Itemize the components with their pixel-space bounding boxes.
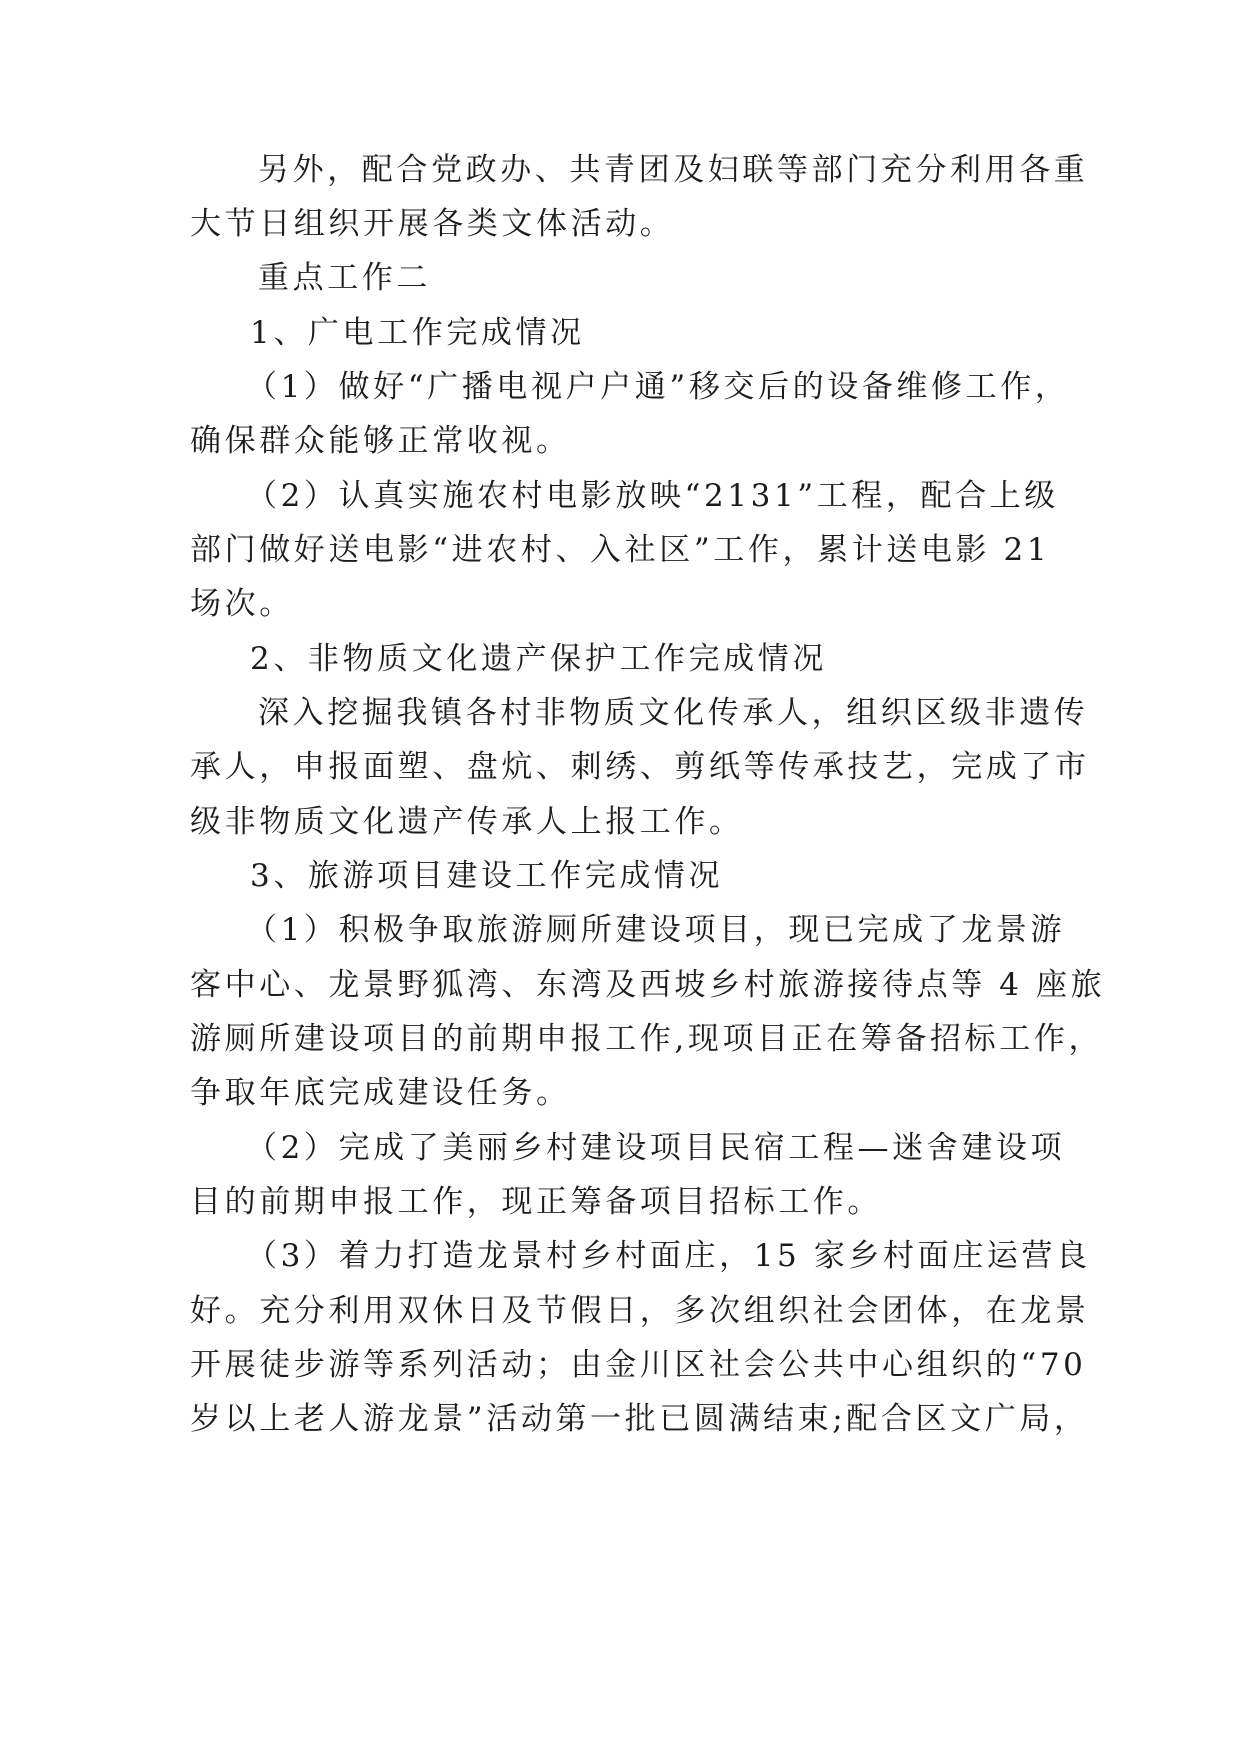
item-1-2-line-1: （2）认真实施农村电影放映“2131”工程，配合上级 bbox=[246, 478, 1059, 514]
item-3-1-line-3: 游厕所建设项目的前期申报工作,现项目正在筹备招标工作， bbox=[190, 1021, 1104, 1057]
item-1-1-line-1: （1）做好“广播电视户户通”移交后的设备维修工作， bbox=[246, 369, 1070, 405]
paragraph-line-1: 另外，配合党政办、共青团及妇联等部门充分利用各重 bbox=[258, 152, 1089, 188]
item-1-2-line-2: 部门做好送电影“进农村、入社区”工作，累计送电影 21 bbox=[190, 532, 1051, 568]
item-3-1-line-2: 客中心、龙景野狐湾、东湾及西坡乡村旅游接待点等 4 座旅 bbox=[190, 967, 1106, 1003]
subsection-heading-2: 2、非物质文化遗产保护工作完成情况 bbox=[250, 641, 827, 677]
item-1-1-line-2: 确保群众能够正常收视。 bbox=[190, 423, 571, 459]
item-3-2-line-2: 目的前期申报工作，现正筹备项目招标工作。 bbox=[190, 1184, 882, 1220]
subsection-heading-3: 3、旅游项目建设工作完成情况 bbox=[250, 858, 724, 894]
heritage-line-3: 级非物质文化遗产传承人上报工作。 bbox=[190, 804, 744, 840]
paragraph-line-2: 大节日组织开展各类文体活动。 bbox=[190, 206, 675, 242]
item-3-3-line-3: 开展徒步游等系列活动；由金川区社会公共中心组织的“70 bbox=[190, 1347, 1087, 1383]
heritage-line-2: 承人，申报面塑、盘炕、刺绣、剪纸等传承技艺，完成了市 bbox=[190, 749, 1090, 785]
item-3-3-line-2: 好。充分利用双休日及节假日，多次组织社会团体，在龙景 bbox=[190, 1293, 1090, 1329]
item-3-2-line-1: （2）完成了美丽乡村建设项目民宿工程—迷舍建设项 bbox=[246, 1130, 1066, 1166]
item-3-1-line-4: 争取年底完成建设任务。 bbox=[190, 1075, 571, 1111]
item-3-1-line-1: （1）积极争取旅游厕所建设项目，现已完成了龙景游 bbox=[246, 912, 1066, 948]
item-3-3-line-4: 岁以上老人游龙景”活动第一批已圆满结束;配合区文广局， bbox=[190, 1401, 1089, 1437]
subsection-heading-1: 1、广电工作完成情况 bbox=[250, 315, 585, 351]
section-heading: 重点工作二 bbox=[258, 260, 431, 296]
heritage-line-1: 深入挖掘我镇各村非物质文化传承人，组织区级非遗传 bbox=[258, 695, 1089, 731]
item-3-3-line-1: （3）着力打造龙景村乡村面庄，15 家乡村面庄运营良 bbox=[246, 1238, 1091, 1274]
item-1-2-line-3: 场次。 bbox=[190, 586, 294, 622]
